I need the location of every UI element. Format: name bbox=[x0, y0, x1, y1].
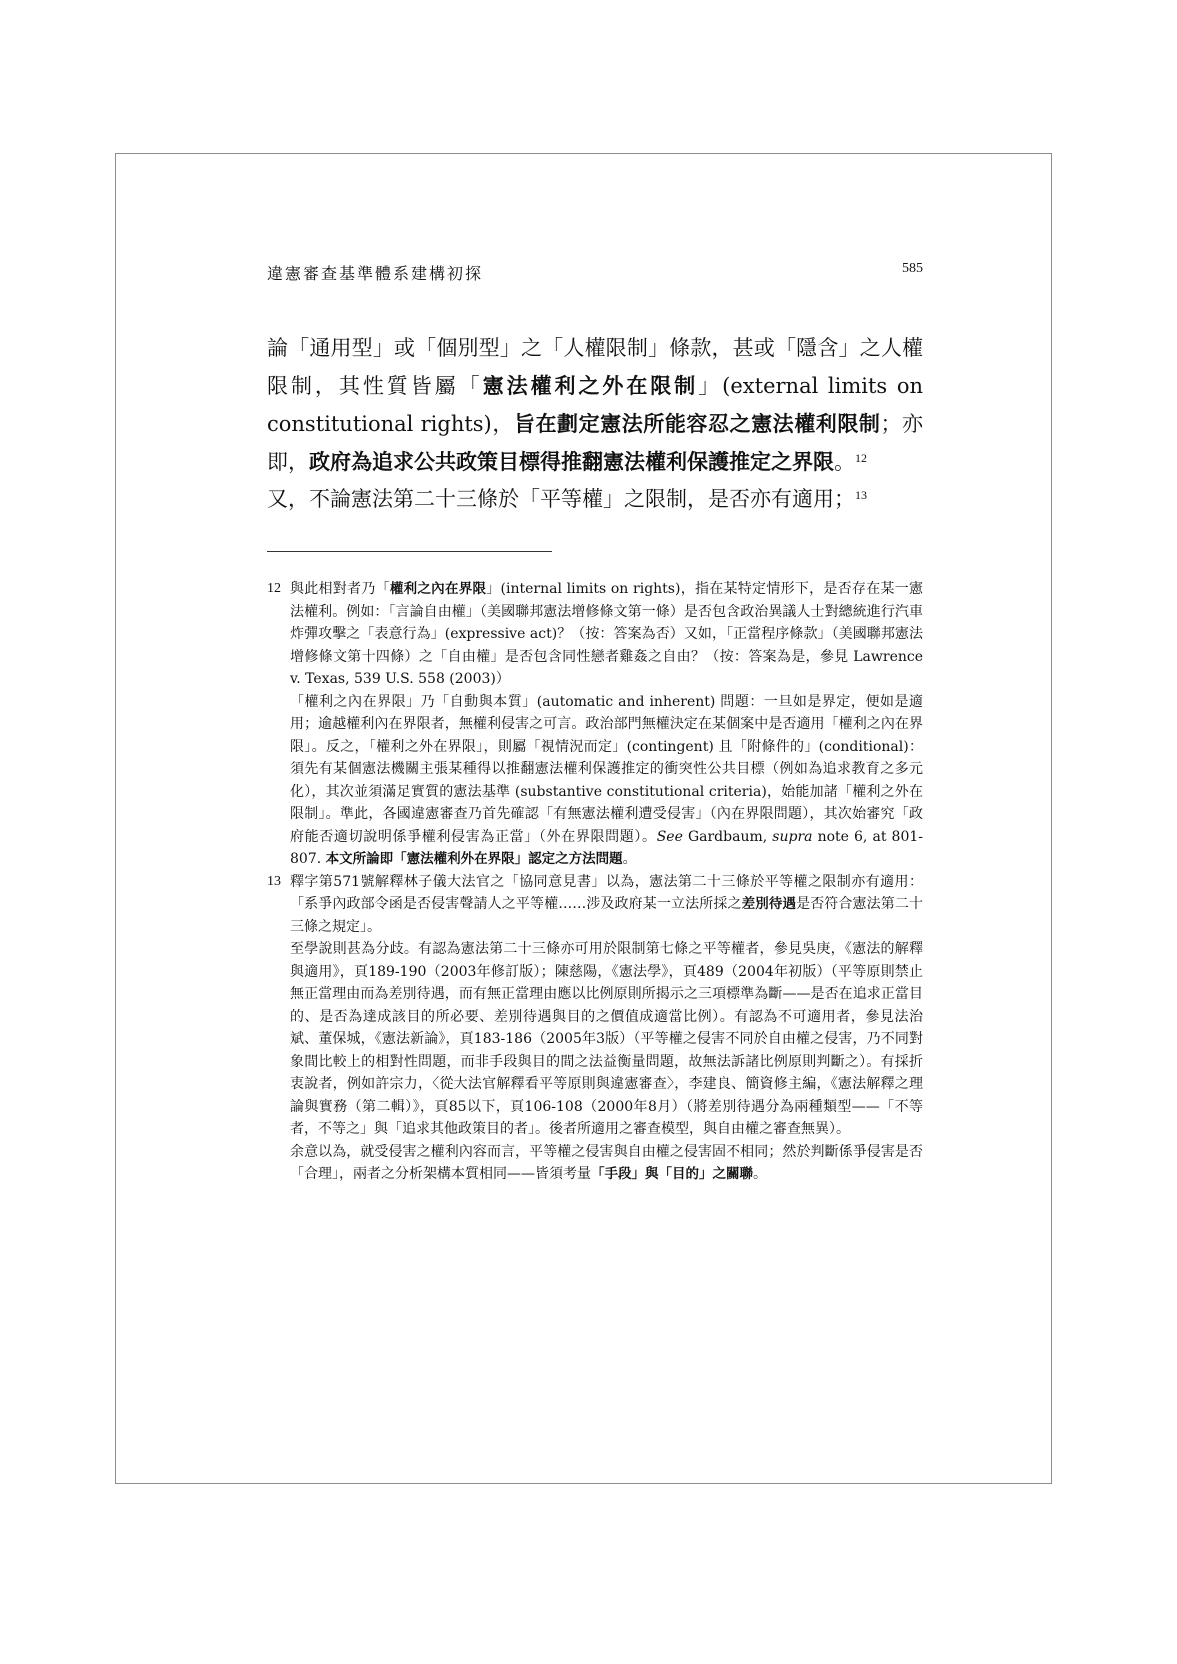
footnote-13 bbox=[267, 871, 923, 1186]
body-paragraph: 又，不論憲法第二十三條於「平等權」之限制，是否亦有適用；$^{13}$ bbox=[267, 487, 867, 511]
footnote-separator bbox=[267, 551, 552, 552]
footnote-paragraph: 余意以為，就受侵害之權利內容而言，平等權之侵害與自由權之侵害固不相同；然於判斷係爭侵害是否「合理」，兩者之分析架構本質相同——皆須考量「手段」與「目的」之關聯。 bbox=[290, 1143, 923, 1182]
footnote-ref-12[interactable]: 12 bbox=[855, 451, 867, 465]
footnote-number: 13 bbox=[267, 873, 281, 889]
running-title: 違憲審查基準體系建構初探 bbox=[267, 264, 484, 283]
main-text bbox=[267, 330, 923, 518]
footnote-number: 12 bbox=[267, 581, 281, 596]
bold-term: 憲法權利之外在限制 bbox=[482, 373, 699, 398]
footnote-paragraph: 釋字第571號解釋林子儀大法官之「協同意見書」以為，憲法第二十三條於平等權之限制亦有適用：「系爭內政部令函是否侵害聲請人之平等權……涉及政府某一立法所採之差別待遇是否符合憲法第二十三條之規定」。 bbox=[290, 873, 924, 935]
bold-phrase: 政府為追求公共政策目標得推翻憲法權利保護推定之界限 bbox=[309, 449, 834, 474]
footnote-paragraph: 至學說則甚為分歧。有認為憲法第二十三條亦可用於限制第七條之平等權者，參見吳庚，《憲法的解釋與適用》，頁189-190（2003年修訂版）；陳慈陽，《憲法學》，頁489（2004年初版）（平等原則禁止無正當理由而為差別待遇，而有無正當理由應以比例原則所揭示之三項標準為斷——是否在追求正當目的、是否為達成該目的所必要、差別待遇與目的之價值成適當比例）。有認為不可適用者，參見法治斌、董保城，《憲法新論》，頁183-186（2005年3版）（平等權之侵害不同於自由權之侵害，乃不同對象間比較上的相對性問題，而非手段與目的間之法益衡量問題，故無法訴諸比例原則判斷之）。有採折衷說者，例如許宗力，〈從大法官解釋看平等原則與違憲審查〉，李建良、簡資修主編，《憲法解釋之理論與實務（第二輯）》，頁85以下，頁106-108（2000年8月）（將差別待遇分為兩種類型——「不等者，不等之」與「追求其他政策目的者」。後者所適用之審查模型，與自由權之審查無異）。 bbox=[290, 941, 923, 1137]
footnote-ref-13[interactable]: 13 bbox=[855, 488, 867, 502]
page-header bbox=[267, 261, 923, 287]
footnote-12 bbox=[267, 578, 923, 871]
footnote-paragraph: 與此相對者乃「權利之內在界限」(internal limits on rights)，指在某特定情形下，是否存在某一憲法權利。例如：「言論自由權」（美國聯邦憲法增修條文第一條）是否包含政治異議人士對總統進行汽車炸彈攻擊之「表意行為」(expressive act)？（按：答案為否）又如，「正當程序條款」（美國聯邦憲法增修條文第十四條）之「自由權」是否包含同性戀者雞姦之自由？（按：答案為是，參見 Lawrence v. Texas, 539 U.S. 558 (2003)） bbox=[290, 581, 924, 687]
bold-phrase: 旨在劃定憲法所能容忍之憲法權利限制 bbox=[513, 411, 881, 436]
footnote-paragraph: 「權利之內在界限」乃「自動與本質」(automatic and inherent) 問題：一旦如是界定，便如是適用；逾越權利內在界限者，無權利侵害之可言。政治部門無權決定在某個案中是否適用「權利之內在界限」。反之，「權利之外在界限」，則屬「視情況而定」(contingent) 且「附條件的」(conditional)：須先有某個憲法機關主張某種得以推翻憲法權利保護推定的衝突性公共目標（例如為追求教育之多元化），其次並須滿足實質的憲法基準 (substantive constitutional criteria)，始能加諸「權利之外在限制」。準此，各國違憲審查乃首先確認「有無憲法權利遭受侵害」（內在界限問題），其次始審究「政府能否適切說明係爭權利侵害為正當」（外在界限問題）。See Gardbaum, supra note 6, at 801-807. 本文所論即「憲法權利外在界限」認定之方法問題。 bbox=[290, 693, 923, 867]
footnote-body bbox=[290, 578, 923, 871]
page-number: 585 bbox=[902, 261, 923, 276]
body-paragraph: 論「通用型」或「個別型」之「人權限制」條款，甚或「隱含」之人權限制，其性質皆屬「憲法權利之外在限制」(external limits on constitutional rights)，旨在劃定憲法所能容忍之憲法權利限制；亦即，政府為追求公共政策目標得推翻憲法權利保護推定之界限。$^{12}$ bbox=[267, 336, 924, 474]
footnotes bbox=[267, 578, 923, 1186]
footnote-body bbox=[290, 871, 923, 1186]
